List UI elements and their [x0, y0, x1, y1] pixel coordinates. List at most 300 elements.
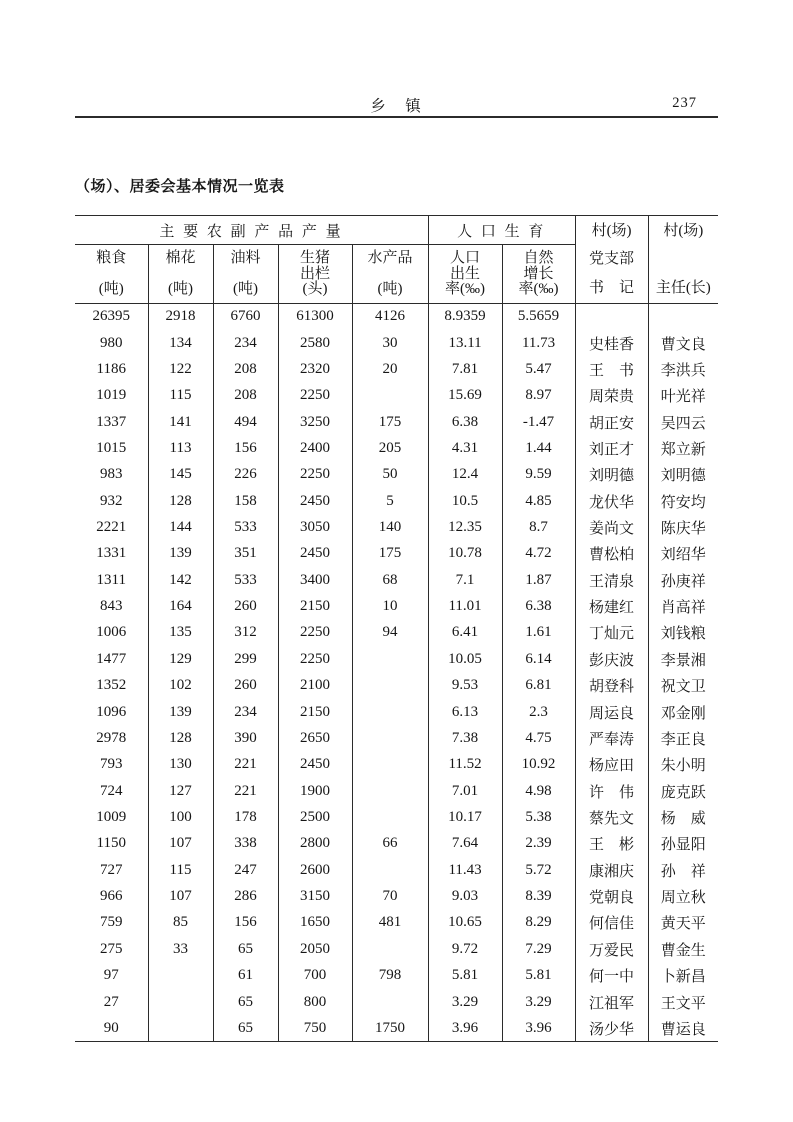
- cell-grain: 2978: [75, 725, 148, 751]
- cell-aquatic: 1750: [352, 1015, 428, 1041]
- cell-birth-rate: 7.1: [428, 567, 502, 593]
- header-line: 率(‰): [518, 281, 559, 297]
- cell-cotton: 102: [148, 673, 213, 699]
- cell-birth-rate: 10.05: [428, 646, 502, 672]
- cell-birth-rate: 6.41: [428, 620, 502, 646]
- cell-aquatic: [352, 673, 428, 699]
- header-line: 人口: [450, 250, 481, 266]
- cell-party-secretary: 王清泉: [575, 567, 648, 593]
- table-row: [75, 910, 718, 936]
- cell-aquatic: [352, 778, 428, 804]
- cell-pigs: 2500: [278, 804, 352, 830]
- cell-village-director: 庞克跃: [660, 784, 706, 801]
- cell-party-secretary: 丁灿元: [575, 620, 648, 646]
- header-line: 水产品: [367, 250, 413, 266]
- cell-oilseed: 65: [213, 936, 278, 962]
- cell-oilseed: 156: [213, 435, 278, 461]
- cell-pigs: 2150: [278, 593, 352, 619]
- cell-oilseed: 208: [213, 356, 278, 382]
- header-line: (吨): [233, 281, 258, 297]
- cell-village-director: 孙 祥: [660, 863, 706, 880]
- cell-growth-rate: 1.87: [502, 567, 575, 593]
- cell-pigs: 2450: [278, 541, 352, 567]
- cell-party-secretary: 刘正才: [575, 435, 648, 461]
- cell-pigs: 2250: [278, 620, 352, 646]
- cell-grain: 793: [75, 752, 148, 778]
- cell-growth-rate: 11.73: [502, 330, 575, 356]
- cell-grain: 1352: [75, 673, 148, 699]
- cell-pigs: 2450: [278, 488, 352, 514]
- group-header-population-label: 人 口 生 育: [457, 223, 546, 240]
- cell-oilseed: 208: [213, 383, 278, 409]
- cell-pigs: 2400: [278, 435, 352, 461]
- cell-cotton: 164: [148, 593, 213, 619]
- cell-growth-rate: 9.59: [502, 462, 575, 488]
- cell-grain: 275: [75, 936, 148, 962]
- header-line: 生猪: [299, 250, 330, 266]
- cell-party-secretary: 康湘庆: [575, 857, 648, 883]
- cell-party-secretary: 史桂香: [575, 330, 648, 356]
- table-row: [75, 488, 718, 514]
- cell-birth-rate: 10.5: [428, 488, 502, 514]
- cell-aquatic: [352, 646, 428, 672]
- cell-party-secretary: 彭庆波: [575, 646, 648, 672]
- cell-aquatic: 66: [352, 831, 428, 857]
- cell-aquatic: [352, 699, 428, 725]
- table-body: [75, 304, 718, 1042]
- cell-growth-rate: 6.14: [502, 646, 575, 672]
- table-head: [75, 216, 718, 304]
- cell-party-secretary: 何信佳: [575, 910, 648, 936]
- cell-oilseed: 156: [213, 910, 278, 936]
- cell-village-director: 吴四云: [660, 415, 706, 432]
- cell-aquatic: 481: [352, 910, 428, 936]
- cell-growth-rate: 4.72: [502, 541, 575, 567]
- cell-oilseed: 351: [213, 541, 278, 567]
- cell-growth-rate: 5.5659: [502, 304, 575, 330]
- table-row: [75, 1015, 718, 1041]
- table-row: [75, 725, 718, 751]
- cell-oilseed: 286: [213, 883, 278, 909]
- cell-growth-rate: 5.47: [502, 356, 575, 382]
- cell-oilseed: 390: [213, 725, 278, 751]
- cell-birth-rate: 10.17: [428, 804, 502, 830]
- table-row: [75, 673, 718, 699]
- cell-pigs: 700: [278, 962, 352, 988]
- cell-grain: 1096: [75, 699, 148, 725]
- cell-pigs: 800: [278, 989, 352, 1015]
- cell-aquatic: [352, 857, 428, 883]
- cell-oilseed: 158: [213, 488, 278, 514]
- cell-village-director: 陈庆华: [660, 521, 706, 538]
- cell-aquatic: 798: [352, 962, 428, 988]
- cell-growth-rate: 7.29: [502, 936, 575, 962]
- cell-pigs: 2650: [278, 725, 352, 751]
- table-row: [75, 936, 718, 962]
- cell-cotton: [148, 989, 213, 1015]
- table-row: [75, 514, 718, 540]
- cell-birth-rate: 11.52: [428, 752, 502, 778]
- group-header-agri-label: 主 要 农 副 产 品 产 量: [159, 223, 344, 240]
- table-row: [75, 620, 718, 646]
- cell-birth-rate: 12.35: [428, 514, 502, 540]
- cell-oilseed: 312: [213, 620, 278, 646]
- cell-village-director: 李洪兵: [660, 362, 706, 379]
- cell-cotton: 107: [148, 883, 213, 909]
- cell-birth-rate: 13.11: [428, 330, 502, 356]
- cell-pigs: 3050: [278, 514, 352, 540]
- cell-birth-rate: 15.69: [428, 383, 502, 409]
- cell-growth-rate: 5.72: [502, 857, 575, 883]
- column-header-cotton: [148, 245, 213, 304]
- cell-grain: 1006: [75, 620, 148, 646]
- header-line: 村(场): [663, 222, 704, 239]
- cell-birth-rate: 6.13: [428, 699, 502, 725]
- cell-grain: 1015: [75, 435, 148, 461]
- group-header-population: [428, 216, 575, 245]
- cell-grain: 97: [75, 962, 148, 988]
- cell-grain: 2221: [75, 514, 148, 540]
- cell-village-director: 李正良: [660, 731, 706, 748]
- cell-aquatic: 10: [352, 593, 428, 619]
- cell-oilseed: 260: [213, 593, 278, 619]
- cell-village-director: 孙庚祥: [660, 573, 706, 590]
- cell-oilseed: 65: [213, 1015, 278, 1041]
- cell-aquatic: 50: [352, 462, 428, 488]
- header-line: 自然: [523, 250, 554, 266]
- cell-village-director: 孙显阳: [660, 837, 706, 854]
- cell-cotton: 145: [148, 462, 213, 488]
- header-line: 率(‰): [445, 281, 486, 297]
- cell-birth-rate: 7.64: [428, 831, 502, 857]
- cell-cotton: 130: [148, 752, 213, 778]
- cell-grain: 966: [75, 883, 148, 909]
- cell-grain: 27: [75, 989, 148, 1015]
- cell-birth-rate: 6.38: [428, 409, 502, 435]
- table-row: [75, 699, 718, 725]
- table-row: [75, 804, 718, 830]
- cell-birth-rate: 5.81: [428, 962, 502, 988]
- cell-party-secretary: 蔡先文: [575, 804, 648, 830]
- cell-village-director: 肖高祥: [660, 600, 706, 617]
- cell-village-director: 曹金生: [660, 942, 706, 959]
- group-header-agri-products: [75, 216, 428, 245]
- group-header-row: [75, 216, 718, 245]
- cell-aquatic: 175: [352, 409, 428, 435]
- cell-oilseed: 533: [213, 514, 278, 540]
- cell-party-secretary: 何一中: [575, 962, 648, 988]
- cell-oilseed: 260: [213, 673, 278, 699]
- cell-village-director: 周立秋: [660, 890, 706, 907]
- header-line: 村(场): [591, 222, 632, 239]
- cell-party-secretary: 王 彬: [575, 831, 648, 857]
- cell-pigs: 2150: [278, 699, 352, 725]
- cell-cotton: 2918: [148, 304, 213, 330]
- table-row: [75, 646, 718, 672]
- running-title: 乡 镇: [370, 98, 423, 115]
- cell-grain: 724: [75, 778, 148, 804]
- cell-grain: 1009: [75, 804, 148, 830]
- cell-party-secretary: 许 伟: [575, 778, 648, 804]
- header-line: 增长: [523, 265, 554, 282]
- cell-cotton: 122: [148, 356, 213, 382]
- cell-growth-rate: 4.85: [502, 488, 575, 514]
- cell-grain: 932: [75, 488, 148, 514]
- cell-birth-rate: 3.29: [428, 989, 502, 1015]
- cell-pigs: 2250: [278, 462, 352, 488]
- cell-cotton: 107: [148, 831, 213, 857]
- cell-village-director: 祝文卫: [660, 679, 706, 696]
- cell-grain: 727: [75, 857, 148, 883]
- header-line: 书 记: [589, 279, 635, 296]
- cell-cotton: 144: [148, 514, 213, 540]
- cell-oilseed: 299: [213, 646, 278, 672]
- cell-village-director: 朱小明: [660, 758, 706, 775]
- table-row: [75, 462, 718, 488]
- cell-aquatic: 30: [352, 330, 428, 356]
- header-line: (吨): [377, 281, 403, 297]
- cell-cotton: 128: [148, 725, 213, 751]
- cell-birth-rate: 3.96: [428, 1015, 502, 1041]
- cell-birth-rate: 7.38: [428, 725, 502, 751]
- cell-oilseed: 494: [213, 409, 278, 435]
- cell-cotton: 139: [148, 541, 213, 567]
- cell-grain: 1337: [75, 409, 148, 435]
- table-row: [75, 356, 718, 382]
- table-row: [75, 567, 718, 593]
- cell-pigs: 2320: [278, 356, 352, 382]
- cell-oilseed: 234: [213, 330, 278, 356]
- cell-cotton: 134: [148, 330, 213, 356]
- table-row: [75, 383, 718, 409]
- cell-pigs: 1900: [278, 778, 352, 804]
- cell-pigs: 750: [278, 1015, 352, 1041]
- column-header-village-director: [648, 216, 718, 304]
- cell-cotton: 128: [148, 488, 213, 514]
- header-line: (吨): [168, 281, 193, 297]
- cell-party-secretary: 胡正安: [575, 409, 648, 435]
- cell-cotton: 127: [148, 778, 213, 804]
- header-line: (头): [302, 281, 328, 297]
- cell-aquatic: [352, 989, 428, 1015]
- table-row: [75, 752, 718, 778]
- header-line: 主任(长): [655, 279, 711, 296]
- cell-birth-rate: 7.01: [428, 778, 502, 804]
- table-row: [75, 330, 718, 356]
- cell-oilseed: 221: [213, 752, 278, 778]
- cell-aquatic: [352, 725, 428, 751]
- cell-party-secretary: 江祖军: [575, 989, 648, 1015]
- cell-growth-rate: 8.39: [502, 883, 575, 909]
- cell-village-director: 曹文良: [660, 336, 706, 353]
- cell-oilseed: 61: [213, 962, 278, 988]
- cell-village-director: 刘绍华: [660, 547, 706, 564]
- cell-growth-rate: 4.98: [502, 778, 575, 804]
- cell-grain: 983: [75, 462, 148, 488]
- cell-growth-rate: 3.96: [502, 1015, 575, 1041]
- table-row: [75, 435, 718, 461]
- cell-aquatic: [352, 752, 428, 778]
- table-row: [75, 409, 718, 435]
- column-header-birth-rate: [428, 245, 502, 304]
- cell-party-secretary: 杨建红: [575, 593, 648, 619]
- cell-grain: 90: [75, 1015, 148, 1041]
- table-row: [75, 304, 718, 330]
- cell-pigs: 3150: [278, 883, 352, 909]
- cell-aquatic: 70: [352, 883, 428, 909]
- page-header: [75, 93, 718, 118]
- cell-growth-rate: 4.75: [502, 725, 575, 751]
- cell-aquatic: 140: [352, 514, 428, 540]
- table-row: [75, 857, 718, 883]
- cell-grain: 1150: [75, 831, 148, 857]
- cell-grain: 1019: [75, 383, 148, 409]
- cell-growth-rate: 6.81: [502, 673, 575, 699]
- table-row: [75, 541, 718, 567]
- page-number: 237: [672, 95, 697, 111]
- cell-growth-rate: 8.7: [502, 514, 575, 540]
- cell-growth-rate: 5.38: [502, 804, 575, 830]
- cell-village-director: 刘钱粮: [660, 626, 706, 643]
- cell-village-director: 卜新昌: [660, 969, 706, 986]
- cell-party-secretary: 汤少华: [575, 1015, 648, 1041]
- cell-cotton: [148, 962, 213, 988]
- table-row: [75, 989, 718, 1015]
- cell-party-secretary: 王 书: [575, 356, 648, 382]
- cell-growth-rate: 5.81: [502, 962, 575, 988]
- cell-aquatic: [352, 804, 428, 830]
- cell-cotton: 135: [148, 620, 213, 646]
- cell-pigs: 3250: [278, 409, 352, 435]
- cell-growth-rate: 2.39: [502, 831, 575, 857]
- cell-party-secretary: 胡登科: [575, 673, 648, 699]
- cell-cotton: 85: [148, 910, 213, 936]
- header-line: 粮食: [96, 250, 127, 266]
- cell-birth-rate: 10.78: [428, 541, 502, 567]
- cell-cotton: 115: [148, 383, 213, 409]
- cell-village-director: 符安均: [660, 494, 706, 511]
- cell-growth-rate: 2.3: [502, 699, 575, 725]
- column-header-grain: [75, 245, 148, 304]
- cell-oilseed: 533: [213, 567, 278, 593]
- cell-village-director: 郑立新: [660, 441, 706, 458]
- cell-oilseed: 338: [213, 831, 278, 857]
- cell-pigs: 1650: [278, 910, 352, 936]
- cell-grain: 843: [75, 593, 148, 619]
- cell-growth-rate: 10.92: [502, 752, 575, 778]
- cell-village-director: 王文平: [660, 995, 706, 1012]
- cell-oilseed: 178: [213, 804, 278, 830]
- header-line: 出生: [450, 265, 481, 282]
- cell-party-secretary: 曹松柏: [575, 541, 648, 567]
- cell-oilseed: 247: [213, 857, 278, 883]
- table-title: （场）、居委会基本情况一览表: [75, 178, 285, 195]
- cell-birth-rate: 9.03: [428, 883, 502, 909]
- cell-village-director: [648, 304, 718, 330]
- cell-aquatic: [352, 936, 428, 962]
- cell-aquatic: 4126: [352, 304, 428, 330]
- cell-grain: 1186: [75, 356, 148, 382]
- cell-party-secretary: 党朝良: [575, 883, 648, 909]
- cell-aquatic: 205: [352, 435, 428, 461]
- cell-grain: 759: [75, 910, 148, 936]
- cell-village-director: 李景湘: [660, 652, 706, 669]
- cell-cotton: 139: [148, 699, 213, 725]
- cell-aquatic: 175: [352, 541, 428, 567]
- column-header-growth-rate: [502, 245, 575, 304]
- cell-party-secretary: 杨应田: [575, 752, 648, 778]
- cell-village-director: 邓金刚: [660, 705, 706, 722]
- cell-oilseed: 221: [213, 778, 278, 804]
- cell-cotton: 33: [148, 936, 213, 962]
- cell-village-director: 黄天平: [660, 916, 706, 933]
- cell-aquatic: 20: [352, 356, 428, 382]
- header-line: 出栏: [299, 265, 330, 282]
- cell-growth-rate: 8.97: [502, 383, 575, 409]
- cell-village-director: 曹运良: [660, 1021, 706, 1038]
- cell-village-director: 叶光祥: [660, 389, 706, 406]
- cell-pigs: 61300: [278, 304, 352, 330]
- cell-party-secretary: 严奉涛: [575, 725, 648, 751]
- cell-party-secretary: 刘明德: [575, 462, 648, 488]
- cell-cotton: 142: [148, 567, 213, 593]
- cell-oilseed: 226: [213, 462, 278, 488]
- cell-grain: 1477: [75, 646, 148, 672]
- cell-growth-rate: 1.44: [502, 435, 575, 461]
- cell-growth-rate: 8.29: [502, 910, 575, 936]
- column-header-oilseed: [213, 245, 278, 304]
- cell-party-secretary: 周运良: [575, 699, 648, 725]
- cell-grain: 980: [75, 330, 148, 356]
- header-line: (吨): [98, 281, 124, 297]
- cell-birth-rate: 9.53: [428, 673, 502, 699]
- column-header-aquatic: [352, 245, 428, 304]
- cell-village-director: 杨 威: [660, 811, 706, 827]
- header-line: 党支部: [589, 251, 635, 267]
- cell-grain: 26395: [75, 304, 148, 330]
- cell-party-secretary: [575, 304, 648, 330]
- cell-pigs: 2250: [278, 383, 352, 409]
- header-line: 棉花: [165, 250, 196, 266]
- statistics-table: [75, 215, 718, 1042]
- cell-party-secretary: 姜尚文: [575, 514, 648, 540]
- cell-aquatic: 94: [352, 620, 428, 646]
- column-header-party-secretary: [575, 216, 648, 304]
- cell-oilseed: 6760: [213, 304, 278, 330]
- cell-party-secretary: 万爱民: [575, 936, 648, 962]
- cell-aquatic: 5: [352, 488, 428, 514]
- cell-aquatic: 68: [352, 567, 428, 593]
- cell-party-secretary: 周荣贵: [575, 383, 648, 409]
- cell-pigs: 2250: [278, 646, 352, 672]
- header-line: 油料: [230, 250, 261, 266]
- cell-growth-rate: 3.29: [502, 989, 575, 1015]
- cell-grain: 1331: [75, 541, 148, 567]
- cell-grain: 1311: [75, 567, 148, 593]
- cell-growth-rate: 6.38: [502, 593, 575, 619]
- cell-birth-rate: 9.72: [428, 936, 502, 962]
- cell-cotton: 113: [148, 435, 213, 461]
- cell-pigs: 2800: [278, 831, 352, 857]
- cell-cotton: 100: [148, 804, 213, 830]
- cell-cotton: 129: [148, 646, 213, 672]
- cell-cotton: [148, 1015, 213, 1041]
- cell-cotton: 115: [148, 857, 213, 883]
- cell-birth-rate: 8.9359: [428, 304, 502, 330]
- cell-village-director: 刘明德: [660, 468, 706, 485]
- column-header-pigs: [278, 245, 352, 304]
- cell-birth-rate: 7.81: [428, 356, 502, 382]
